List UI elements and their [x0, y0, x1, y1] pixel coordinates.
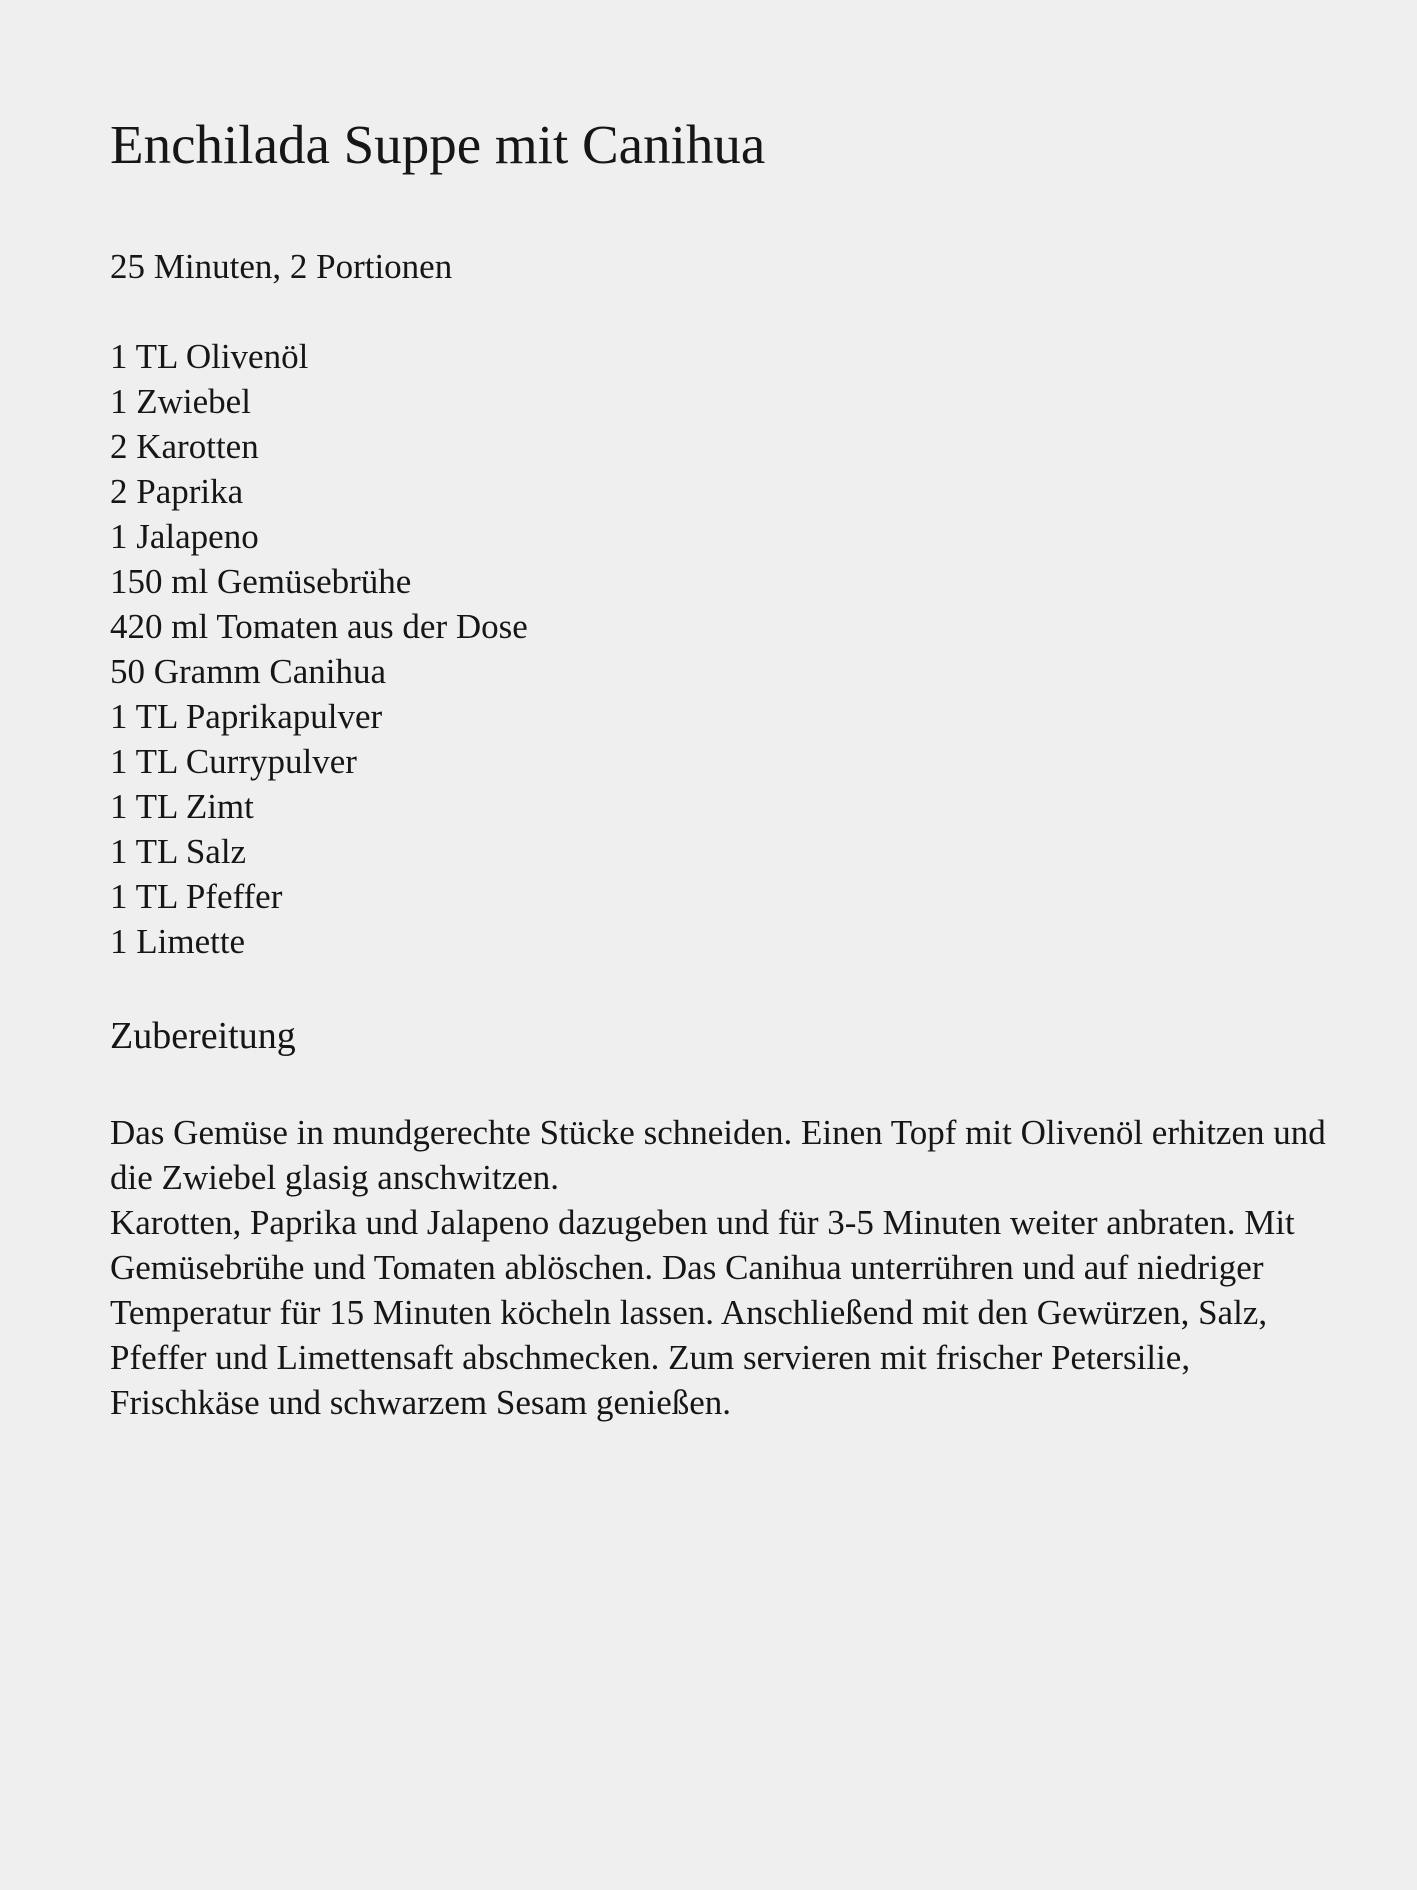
ingredient-item: 2 Paprika: [110, 472, 244, 511]
ingredient-item: 150 ml Gemüsebrühe: [110, 562, 412, 601]
ingredient-item: 50 Gramm Canihua: [110, 652, 387, 691]
preparation-heading: Zubereitung: [110, 1015, 296, 1057]
ingredient-item: 2 Karotten: [110, 427, 259, 466]
ingredient-item: 1 TL Currypulver: [110, 742, 357, 781]
ingredient-item: 1 Limette: [110, 922, 246, 961]
ingredient-item: 1 Zwiebel: [110, 382, 251, 421]
ingredient-item: 1 TL Zimt: [110, 787, 254, 826]
ingredient-item: 1 TL Paprikapulver: [110, 697, 383, 736]
preparation-paragraph: Das Gemüse in mundgerechte Stücke schneiden. Einen Topf mit Olivenöl erhitzen und die Zwiebel glasig anschwitzen.: [110, 1113, 1326, 1197]
ingredient-list: [110, 334, 528, 964]
ingredient-item: 1 TL Pfeffer: [110, 877, 283, 916]
ingredient-item: 1 TL Olivenöl: [110, 337, 309, 376]
preparation-text: [110, 1110, 1330, 1425]
ingredient-item: 1 Jalapeno: [110, 517, 259, 556]
ingredient-item: 420 ml Tomaten aus der Dose: [110, 607, 528, 646]
ingredient-item: 1 TL Salz: [110, 832, 247, 871]
preparation-paragraph: Karotten, Paprika und Jalapeno dazugeben und für 3-5 Minuten weiter anbraten. Mit Gemüsebrühe und Tomaten ablöschen. Das Canihua unterrühren und auf niedriger Temperatur für 15 Minuten köcheln lassen. Anschließend mit den Gewürzen, Salz, Pfeffer und Limettensaft abschmecken. Zum servieren mit frischer Petersilie, Frischkäse und schwarzem Sesam genießen.: [110, 1203, 1295, 1422]
recipe-title: Enchilada Suppe mit Canihua: [110, 114, 766, 175]
recipe-meta: 25 Minuten, 2 Portionen: [110, 247, 453, 286]
